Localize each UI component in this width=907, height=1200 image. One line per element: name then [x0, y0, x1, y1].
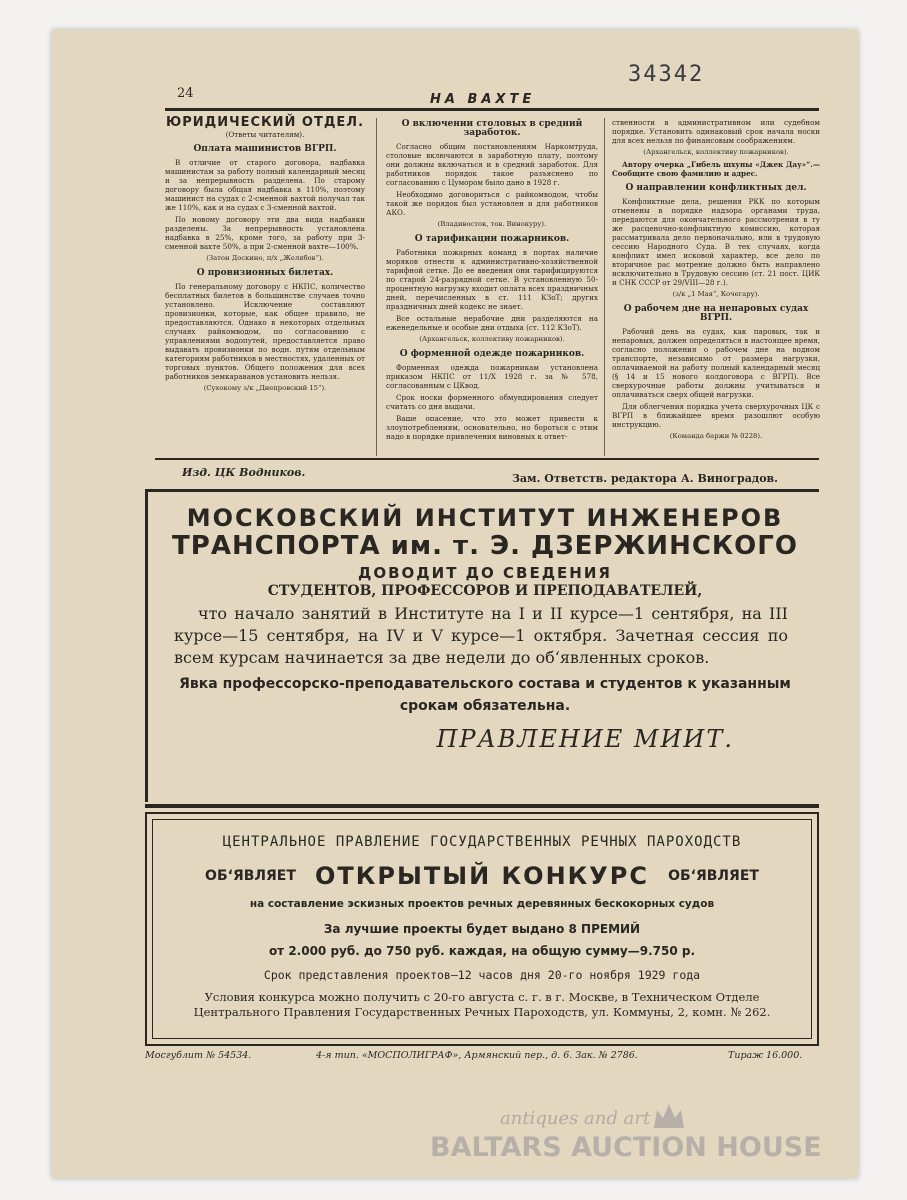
article-paragraph: Для облегчения порядка учета сверхурочных ЦК с ВГРП в ближайшее время разошлют особую инструкцию. — [612, 402, 820, 429]
article-paragraph: Необходимо договориться с райкомводом, чтобы такой же порядок был установлен и для работников АКО. — [386, 190, 598, 217]
announces-right: ОБ‘ЯВЛЯЕТ — [668, 868, 759, 884]
article-paragraph: Срок носки форменного обмундирования следует считать со дня выдачи. — [386, 393, 598, 411]
column-divider — [376, 118, 377, 456]
article-title: О направлении конфликтных дел. — [625, 183, 807, 193]
header-rule — [165, 108, 819, 111]
article-title: Оплата машинистов ВГРП. — [193, 144, 337, 154]
archive-stamp-number: 34342 — [628, 62, 705, 87]
print-run: Тираж 16.000. — [728, 1050, 803, 1061]
column-3 — [612, 118, 820, 444]
article-title: О форменной одежде пожарников. — [399, 349, 585, 359]
ad-headline: МОСКОВСКИЙ ИНСТИТУТ ИНЖЕНЕРОВ — [186, 504, 784, 532]
article-signature: (Сухокому з/к „Днепровский 15“). — [203, 384, 327, 392]
article-signature: (Архангельск, коллективу пожарников). — [643, 148, 789, 156]
contest-announcement — [145, 812, 819, 1046]
article-paragraph: Согласно общим постановлениям Наркомтруда, столовые включаются в заработную плату, поэтому они должны включаться и в средний заработок. Для работников порядок такое разъяснено по согласованию с Цумором было дано в 1928 г. — [386, 142, 598, 187]
page-number: 24 — [177, 86, 194, 101]
article-paragraph: По генеральному договору с НКПС, количество бесплатных билетов в большинстве случаев точно установлено. Исключение составляют провизионки, которые, как общее правило, не предоставляются. Однако в некоторых отдельных случаях райкомводом, по согласованию с управлениями водопутей, предоставляется право выдавать провизионки по водн. путям отдельным категориям работников в местностях, удаленных от торговых пунктов. Общего положения для всех работников земкараванов установить нельзя. — [165, 282, 365, 381]
ad-headline: ТРАНСПОРТА им. т. Э. ДЗЕРЖИНСКОГО — [172, 531, 798, 561]
contest-deadline: Срок представления проектов—12 часов дня 20-го ноября 1929 года — [263, 968, 701, 982]
ad-notice-audience: СТУДЕНТОВ, ПРОФЕССОРОВ И ПРЕПОДАВАТЕЛЕЙ, — [267, 583, 703, 599]
article-signature: (Затон Доскино, п/х „Желябов“). — [206, 254, 324, 262]
article-title: О рабочем дне на непаровых судах ВГРП. — [623, 304, 809, 323]
publisher-imprint: Изд. ЦК Водников. — [182, 466, 306, 479]
editor-imprint: Зам. Ответств. редактора А. Виноградов. — [512, 472, 779, 485]
miit-announcement — [145, 492, 822, 802]
article-paragraph: Работники пожарных команд в портах наличие моряков отнести к административно-хозяйственной тарифной сетке. До ее введения они тарифицируются по старой 24-разрядной сетке. В установленную 50-процентную нагрузку входит оплата всех праздничных дней, перечисленных в ст. 111 КЗоТ; других праздничных дней кодекс не знает. — [386, 248, 598, 311]
article-paragraph: В отличие от старого договора, надбавка машинистам за работу полный календарный месяц и за непрерывность разделена. По старому договору была общая надбавка в 110%, поэтому машинист на судах с 2-сменной вахтой получал так же 110%, как и на судах с 3-сменной вахтой. — [165, 158, 365, 212]
article-signature: (Владивосток, тов. Винокуру). — [437, 220, 547, 228]
crown-icon — [652, 1102, 686, 1132]
imprint-rule — [155, 458, 819, 460]
contest-prizes: За лучшие проекты будет выдано 8 ПРЕМИЙ — [323, 922, 641, 936]
ad-signature: ПРАВЛЕНИЕ МИИТ. — [436, 725, 734, 753]
contest-organizer: ЦЕНТРАЛЬНОЕ ПРАВЛЕНИЕ ГОСУДАРСТВЕННЫХ РЕЧНЫХ ПАРОХОДСТВ — [222, 834, 742, 850]
ad-separator-rule — [145, 804, 819, 808]
ad-body: что начало занятий в Институте на I и II курсе—1 сентября, на III курсе—15 сентября, на IV и V курсе—1 октября. Зачетная сессия по всем курсам начинается за две недели до об‘явленных сроков. — [174, 604, 788, 667]
censor-number: Мосгублит № 54534. — [145, 1050, 252, 1061]
article-paragraph: Рабочий день на судах, как паровых, так и непаровых, должен определяться в настоящее время, согласно положения о рабочем дне на водном транспорте, независимо от размера нагрузки, оплачиваемой на работу полный календарный месяц (§ 14 и 15 нового колдоговора с ВГРП). Все сверхурочные работы должны учитываться и оплачиваться сверх общей нагрузки. — [612, 327, 820, 399]
article-title: О провизионных билетах. — [196, 268, 334, 278]
contest-headline-row — [153, 862, 811, 890]
article-signature: (Архангельск, коллективу пожарников). — [419, 335, 565, 343]
article-signature: (з/к „1 Мая“, Кочегару). — [672, 290, 760, 298]
contest-headline: ОТКРЫТЫЙ КОНКУРС — [315, 862, 649, 890]
section-title: ЮРИДИЧЕСКИЙ ОТДЕЛ. — [165, 115, 365, 130]
column-divider — [604, 118, 605, 456]
contest-inner-frame — [152, 819, 812, 1039]
watermark-brand: BALTARS AUCTION HOUSE — [430, 1132, 822, 1163]
article-paragraph: Форменная одежда пожарникам установлена приказом НКПС от 11/Х 1928 г. за № 578, согласованным с ЦКвод. — [386, 363, 598, 390]
contest-conditions: Условия конкурса можно получить с 20-го августа с. г. в г. Москве, в Техническом Отделе Центрального Правления Государственных Речных Пароходств, ул. Коммуны, 2, комн. № 262. — [193, 990, 771, 1019]
article-title: О тарификации пожарников. — [414, 234, 570, 244]
watermark-tagline: antiques and art — [500, 1108, 651, 1129]
article-signature: (Команда баржи № 0228). — [669, 432, 763, 440]
masthead: НА ВАХТЕ — [430, 92, 536, 107]
contest-subject: на составление эскизных проектов речных деревянных бескокорных судов — [249, 898, 715, 910]
ad-notice: ДОВОДИТ ДО СВЕДЕНИЯ — [358, 564, 612, 582]
section-subtitle: (Ответы читателям). — [225, 130, 305, 139]
editorial-note: Автору очерка „Гибель шхуны «Джек Дау»“.— Сообщите свою фамилию и адрес. — [612, 160, 820, 178]
article-paragraph: По новому договору эти два вида надбавки разделены. За непрерывность установлена надбавка в 25%, кроме того, за работу при 3-сменной вахте 50%, а при 2-сменной вахте—100%. — [165, 215, 365, 251]
article-paragraph: ственности в административном или судебном порядке. Установить одинаковый срок начала носки для всех нельзя по финансовым соображениям. — [612, 118, 820, 145]
announces-left: ОБ‘ЯВЛЯЕТ — [205, 868, 296, 884]
column-2 — [386, 118, 598, 444]
contest-prize-amounts: от 2.000 руб. до 750 руб. каждая, на общую сумму—9.750 р. — [268, 944, 696, 958]
article-paragraph: Ваше опасение, что это может привести к злоупотреблениям, основательно, но бороться с этим надо в порядке привлечения виновных к ответ- — [386, 414, 598, 441]
article-title: О включении столовых в средний заработок. — [401, 119, 583, 138]
printer-info: 4-я тип. «МОСПОЛИГРАФ», Армянский пер., д. 6. Зак. № 2786. — [316, 1050, 638, 1061]
column-1 — [165, 115, 365, 396]
article-paragraph: Все остальные нерабочие дни разделяются на еженедельные и особые дни отдыха (ст. 112 КЗоТ). — [386, 314, 598, 332]
ad-bold-notice: Явка профессорско-преподавательского состава и студентов к указанным срокам обязательна. — [179, 676, 791, 714]
article-paragraph: Конфликтные дела, решения РКК по которым отменены в порядке надзора органами труда, передаются для окончательного рассмотрения в ту же расценочно-конфликтную комиссию, которая рассматривала дело первоначально, или в трудовую сессию Народного Суда. В тех случаях, когда конфликт имел исковой характер, все дело по вторичное рас мотрение должно быть направлено исключительно в Трудовую сессию (ст. 21 пост. ЦИК и СНК СССР от 29/VIII—28 г.). — [612, 197, 820, 287]
